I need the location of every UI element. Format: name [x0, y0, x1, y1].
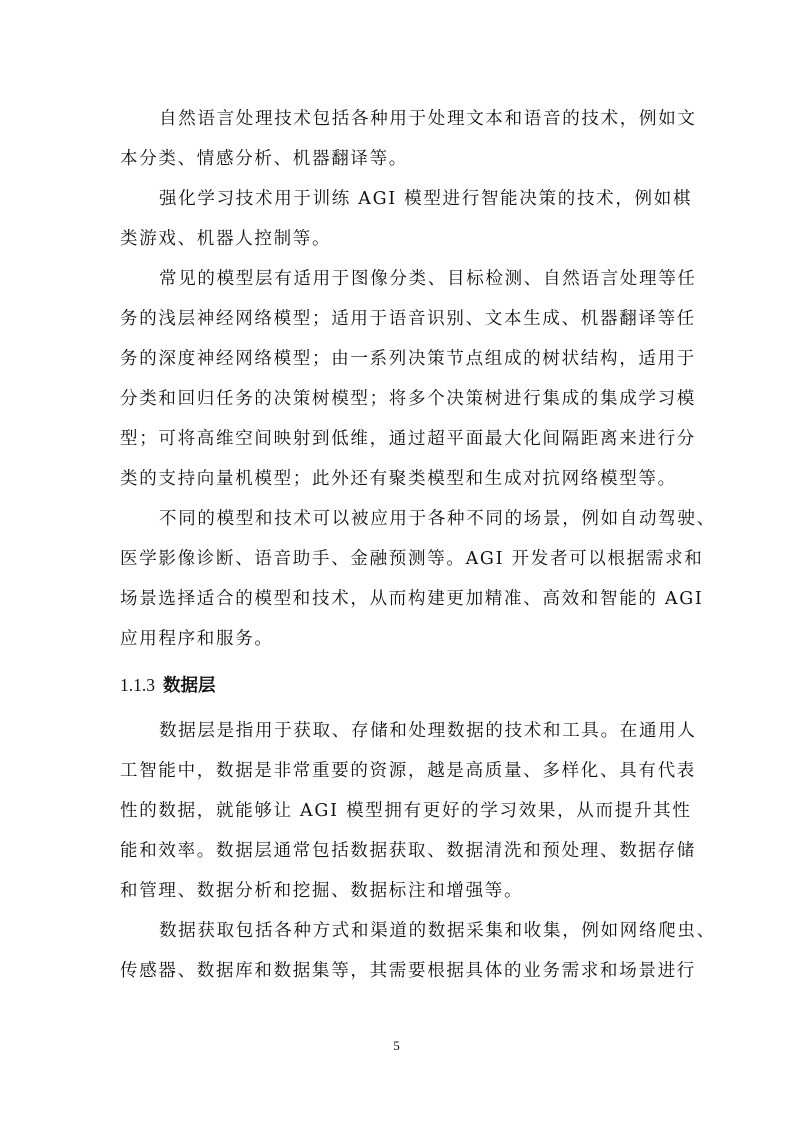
paragraph-reinforcement-learning — [120, 179, 693, 259]
text-line: 数据获取包括各种方式和渠道的数据采集和收集，例如网络爬虫、 — [159, 921, 716, 941]
text-line: 性的数据，就能够让 AGI 模型拥有更好的学习效果，从而提升其性 — [120, 801, 692, 821]
paragraph-applications — [120, 499, 716, 659]
text-line: 医学影像诊断、语音助手、金融预测等。AGI 开发者可以根据需求和 — [120, 549, 704, 569]
text-line: 场景选择适合的模型和技术，从而构建更加精准、高效和智能的 AGI — [120, 589, 704, 609]
text-line: 数据层是指用于获取、存储和处理数据的技术和工具。在通用人 — [159, 721, 697, 741]
text-line: 强化学习技术用于训练 AGI 模型进行智能决策的技术，例如棋 — [159, 189, 693, 209]
paragraph-model-layer — [120, 259, 697, 499]
section-number: 1.1.3 — [120, 675, 155, 695]
text-line: 工智能中，数据是非常重要的资源，越是高质量、多样化、具有代表 — [120, 761, 696, 781]
text-line: 类游戏、机器人控制等。 — [120, 229, 332, 249]
text-line: 型；可将高维空间映射到低维，通过超平面最大化间隔距离来进行分 — [120, 429, 696, 449]
paragraph-nlp — [120, 99, 697, 179]
section-title: 数据层 — [163, 675, 216, 695]
text-line: 务的深度神经网络模型；由一系列决策节点组成的树状结构，适用于 — [120, 349, 696, 369]
text-line: 常见的模型层有适用于图像分类、目标检测、自然语言处理等任 — [159, 269, 697, 289]
text-line: 不同的模型和技术可以被应用于各种不同的场景，例如自动驾驶、 — [159, 509, 716, 529]
text-line: 分类和回归任务的决策树模型；将多个决策树进行集成的集成学习模 — [120, 389, 696, 409]
paragraph-data-acquisition — [120, 911, 716, 991]
section-heading — [120, 665, 676, 705]
text-line: 本分类、情感分析、机器翻译等。 — [120, 149, 408, 169]
text-line: 类的支持向量机模型；此外还有聚类模型和生成对抗网络模型等。 — [120, 469, 677, 489]
text-line: 和管理、数据分析和挖掘、数据标注和增强等。 — [120, 881, 524, 901]
text-line: 能和效率。数据层通常包括数据获取、数据清洗和预处理、数据存储 — [120, 841, 696, 861]
paragraph-data-layer — [120, 711, 697, 911]
text-line: 传感器、数据库和数据集等，其需要根据具体的业务需求和场景进行 — [120, 961, 696, 981]
page-number: 5 — [393, 1038, 400, 1053]
text-line: 应用程序和服务。 — [120, 629, 274, 649]
text-line: 自然语言处理技术包括各种用于处理文本和语音的技术，例如文 — [159, 109, 697, 129]
page-content — [120, 99, 716, 991]
text-line: 务的浅层神经网络模型；适用于语音识别、文本生成、机器翻译等任 — [120, 309, 696, 329]
